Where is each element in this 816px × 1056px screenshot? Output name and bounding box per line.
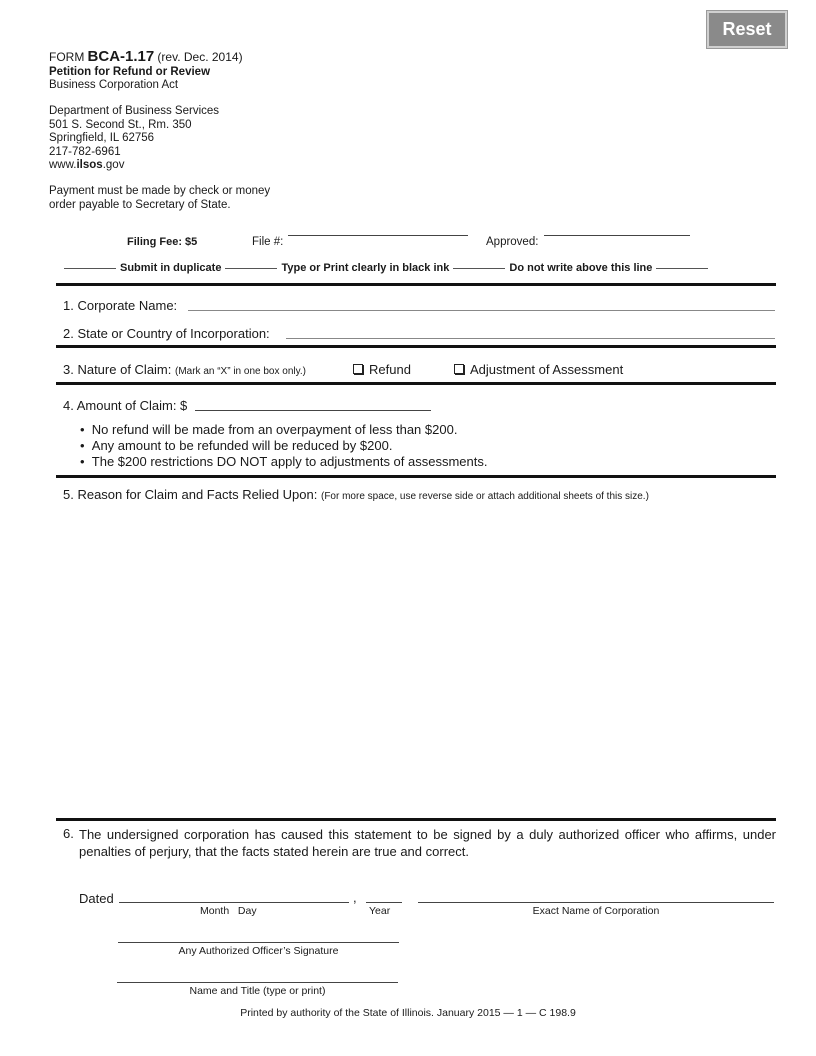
nature-label bbox=[63, 362, 306, 377]
state-field[interactable] bbox=[286, 338, 775, 339]
section-divider bbox=[56, 475, 776, 478]
refund-checkbox[interactable] bbox=[353, 364, 363, 374]
amount-label: 4. Amount of Claim: $ bbox=[63, 398, 188, 413]
form-number: BCA-1.17 bbox=[87, 48, 155, 65]
section-divider bbox=[56, 818, 776, 821]
affirm-num: 6. bbox=[63, 826, 74, 841]
dept-address1: 501 S. Second St., Rm. 350 bbox=[49, 118, 192, 131]
bullet-text: The $200 restrictions DO NOT apply to adjustments of assessments. bbox=[91, 454, 488, 469]
reset-button[interactable]: Reset bbox=[707, 11, 787, 48]
affirm-text: The undersigned corporation has caused this statement to be signed by a duly authorized officer who affirms, under penalties of perjury, that the facts stated herein are true and correct. bbox=[79, 827, 776, 859]
adjustment-label: Adjustment of Assessment bbox=[470, 362, 624, 377]
year-field[interactable] bbox=[366, 902, 402, 903]
form-rev: (rev. Dec. 2014) bbox=[157, 50, 243, 64]
adjustment-checkbox[interactable] bbox=[454, 364, 464, 374]
dated-label: Dated bbox=[79, 891, 114, 906]
instruction-banner bbox=[64, 262, 754, 274]
corp-name-caption: Exact Name of Corporation bbox=[532, 905, 660, 917]
approved-label: Approved: bbox=[486, 236, 539, 248]
form-id bbox=[49, 50, 243, 66]
banner-dash bbox=[64, 268, 116, 269]
state-label: 2. State or Country of Incorporation: bbox=[63, 326, 270, 341]
web-pre: www. bbox=[49, 159, 77, 171]
section-divider bbox=[56, 382, 776, 385]
file-no-label: File #: bbox=[252, 236, 284, 248]
dept-address2: Springfield, IL 62756 bbox=[49, 132, 155, 144]
date-field[interactable] bbox=[119, 902, 349, 903]
officer-signature-field[interactable] bbox=[118, 942, 399, 943]
officer-signature-caption: Any Authorized Officer’s Signature bbox=[178, 945, 339, 957]
corp-name-field[interactable] bbox=[188, 310, 775, 311]
amount-field[interactable] bbox=[195, 410, 431, 411]
corp-exact-name-field[interactable] bbox=[418, 902, 774, 903]
refund-label: Refund bbox=[369, 362, 411, 377]
section-divider bbox=[56, 283, 776, 286]
file-no-field[interactable] bbox=[288, 235, 468, 236]
adjustment-option[interactable] bbox=[454, 362, 623, 377]
corp-name-label: 1. Corporate Name: bbox=[63, 298, 178, 313]
instruction-submit: Submit in duplicate bbox=[120, 262, 222, 274]
date-comma: , bbox=[353, 890, 357, 905]
instruction-type: Type or Print clearly in black ink bbox=[281, 262, 450, 274]
reason-note: (For more space, use reverse side or attach additional sheets of this size.) bbox=[320, 491, 649, 502]
form-act: Business Corporation Act bbox=[49, 79, 179, 91]
reason-label bbox=[63, 487, 649, 502]
bullet-item: • No refund will be made from an overpayment of less than $200. bbox=[80, 422, 458, 437]
banner-dash bbox=[225, 268, 277, 269]
bullet-item: • The $200 restrictions DO NOT apply to adjustments of assessments. bbox=[80, 454, 488, 469]
dept-name: Department of Business Services bbox=[49, 105, 220, 117]
approved-field[interactable] bbox=[544, 235, 690, 236]
year-caption: Year bbox=[369, 905, 391, 917]
form-prefix: FORM bbox=[49, 50, 85, 64]
banner-dash bbox=[656, 268, 708, 269]
section-divider bbox=[56, 345, 776, 348]
dept-phone: 217-782-6961 bbox=[49, 145, 121, 158]
dept-website bbox=[49, 159, 124, 173]
nature-note: (Mark an “X” in one box only.) bbox=[175, 366, 306, 377]
bullet-text: No refund will be made from an overpayment of less than $200. bbox=[91, 422, 458, 437]
footer: Printed by authority of the State of Illinois. January 2015 — 1 — C 198.9 bbox=[240, 1007, 576, 1019]
web-bold: ilsos bbox=[76, 159, 103, 171]
reason-text: 5. Reason for Claim and Facts Relied Upon: bbox=[63, 487, 318, 502]
web-post: .gov bbox=[102, 159, 125, 171]
month-day-caption: Month Day bbox=[200, 905, 257, 917]
payment-note-1: Payment must be made by check or money bbox=[49, 185, 271, 197]
bullet-item: • Any amount to be refunded will be reduced by $200. bbox=[80, 438, 393, 453]
filing-fee: Filing Fee: $5 bbox=[127, 236, 198, 248]
form-title: Petition for Refund or Review bbox=[49, 66, 211, 78]
reason-textarea[interactable] bbox=[60, 505, 775, 815]
bullet-text: Any amount to be refunded will be reduced by $200. bbox=[91, 438, 393, 453]
instruction-no-write: Do not write above this line bbox=[509, 262, 653, 274]
payment-note-2: order payable to Secretary of State. bbox=[49, 198, 231, 211]
nature-text: 3. Nature of Claim: bbox=[63, 362, 172, 377]
name-title-caption: Name and Title (type or print) bbox=[189, 985, 326, 997]
name-title-field[interactable] bbox=[117, 982, 398, 983]
refund-option[interactable] bbox=[353, 362, 411, 377]
banner-dash bbox=[453, 268, 505, 269]
